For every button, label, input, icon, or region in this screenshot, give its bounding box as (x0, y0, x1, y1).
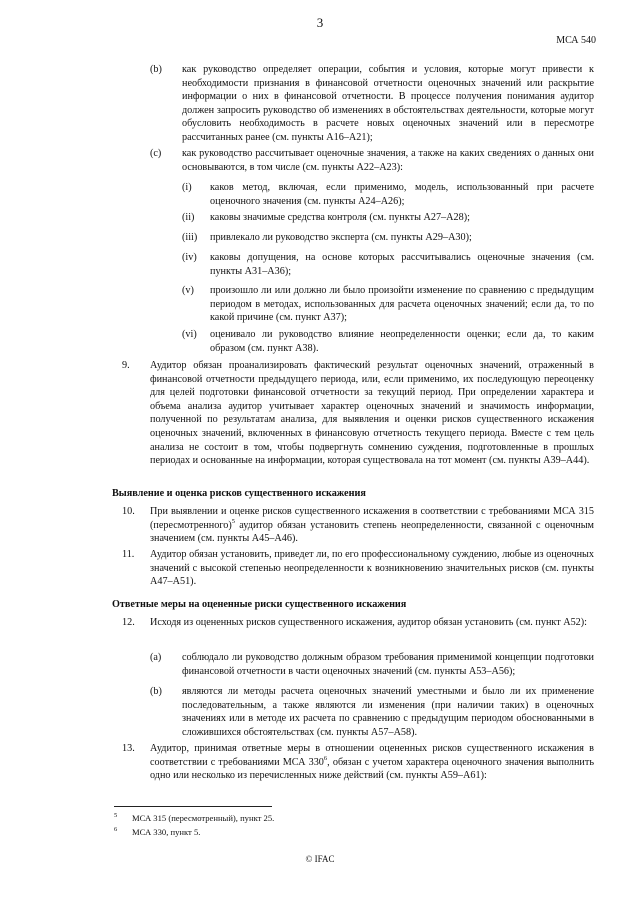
item-c-text: как руководство рассчитывает оценочные значения, а также на каких сведениях о данных они основываются, в том числе (см. пункты А22–А23): (182, 148, 594, 173)
subitem-vi-text: оценивало ли руководство влияние неопределенности оценки; если да, то каким образом (см. пункт А38). (210, 329, 594, 354)
subitem-iii-label: (iii) (182, 232, 198, 243)
subitem-v-label: (v) (182, 285, 194, 296)
item-c-label: (c) (150, 148, 162, 159)
para-12-text: Исходя из оцененных рисков существенного искажения, аудитор обязан установить (см. пункт А52): (150, 617, 587, 628)
para-13-text (150, 742, 594, 783)
para-12-item-a-label: (a) (150, 652, 162, 663)
standard-code: МСА 540 (556, 35, 596, 46)
para-9-text: Аудитор обязан проанализировать фактический результат оценочных значений, отраженный в финансовой отчетности предыдущего периода, или, если применимо, их последующую переоценку для целей подготовки финансовой отчетности за текущий период. При определении характера и объема анализа аудитор учитывает характер оценочных значений и значимость информации, полученной по результатам анализа, для выявления и оценки рисков существенного искажения оценочных значений, включенных в финансовую отчетность текущего периода. Вместе с тем цель анализа не состоит в том, чтобы подвергнуть сомнению суждения, подготовленные в прошлых периодах и основанные на информации, которая существовала на тот момент (см. пункты А39–А44). (150, 360, 594, 467)
subitem-i-label: (i) (182, 182, 192, 193)
subitem-vi-label: (vi) (182, 329, 197, 340)
para-11-text: Аудитор обязан установить, приведет ли, по его профессиональному суждению, любые из оценочных значений с высокой степенью неопределенности к возникновению значительных рисков (см. пункты А47–А51). (150, 549, 594, 588)
para-10-number: 10. (122, 506, 135, 517)
para-12-item-b-label: (b) (150, 686, 162, 697)
footnote-6-number: 6 (114, 826, 118, 833)
para-12-item-a-text: соблюдало ли руководство должным образом требования применимой концепции подготовки финансовой отчетности в части оценочных значений (см. пункты А53–А56); (182, 652, 594, 677)
footnote-separator (114, 806, 272, 807)
page-number: 3 (316, 15, 324, 30)
section-heading-risk-identification: Выявление и оценка рисков существенного искажения (112, 488, 366, 499)
footer-copyright: © IFAC (305, 854, 335, 864)
subitem-i-text: каков метод, включая, если применимо, модель, использованный при расчете оценочного значения (см. пункты А24–А26); (210, 182, 594, 207)
para-13-number: 13. (122, 743, 135, 754)
footnote-ref-6[interactable]: 6 (323, 754, 328, 762)
para-10-text-part1: При выявлении и оценке рисков существенного искажения в соответствии с требованиями МСА 315 (пересмотренного) (150, 506, 594, 531)
para-11-number: 11. (122, 549, 135, 560)
item-b-text: как руководство определяет операции, события и условия, которые могут привести к необходимости признания в финансовой отчетности оценочных значений или раскрытие информации о них в финансовой отчетности. В процессе получения понимания аудитор должен запросить руководство об изменениях в обстоятельствах деятельности, которые могут обусловить необходимость в расчете новых оценочных значений или в пересмотре рассчитанных ранее (см. пункты А16–А21); (182, 64, 594, 143)
subitem-iii-text: привлекало ли руководство эксперта (см. пункты А29–А30); (210, 232, 472, 243)
footnote-6-text: МСА 330, пункт 5. (132, 827, 201, 837)
para-12-number: 12. (122, 617, 135, 628)
subitem-iv-text: каковы допущения, на основе которых рассчитывались оценочные значения (см. пункты А31–А36); (210, 252, 594, 277)
item-b-label: (b) (150, 64, 162, 75)
section-heading-responses: Ответные меры на оцененные риски существенного искажения (112, 599, 407, 610)
subitem-v-text: произошло ли или должно ли было произойти изменение по сравнению с предыдущим периодом в методах, использованных для расчета оценочных значений; если да, то по какой причине (см. пункт А37); (210, 285, 594, 324)
para-13-text-part2: , обязан с учетом характера оценочного значения выполнить одно или несколько из перечисленных ниже действий (см. пункты А59–А61): (150, 756, 594, 782)
para-13-text-part1: Аудитор, принимая ответные меры в отношении оцененных рисков существенного искажения в соответствии с требованиями МСА 330 (150, 743, 594, 768)
footnote-5-text: МСА 315 (пересмотренный), пункт 25. (132, 813, 275, 823)
footnote-5-number: 5 (114, 812, 118, 819)
para-12-item-b-text: являются ли методы расчета оценочных значений уместными и было ли их применение последовательным, а также являются ли изменения (при наличии таких) в оценочных значениях или в методе их расчета по сравнению с предыдущим периодом обоснованными в сложившихся обстоятельствах (см. пункты А57–А58). (182, 686, 594, 738)
subitem-ii-label: (ii) (182, 212, 195, 223)
subitem-ii-text: каковы значимые средства контроля (см. пункты А27–А28); (210, 212, 470, 223)
para-9-number: 9. (122, 360, 130, 371)
subitem-iv-label: (iv) (182, 252, 197, 263)
para-10-text (150, 505, 594, 546)
para-10-text-part2: аудитор обязан установить степень неопределенности, связанной с оценочным значением (см. пункты А45–А46). (150, 519, 594, 545)
footnote-ref-5[interactable]: 5 (231, 517, 236, 525)
